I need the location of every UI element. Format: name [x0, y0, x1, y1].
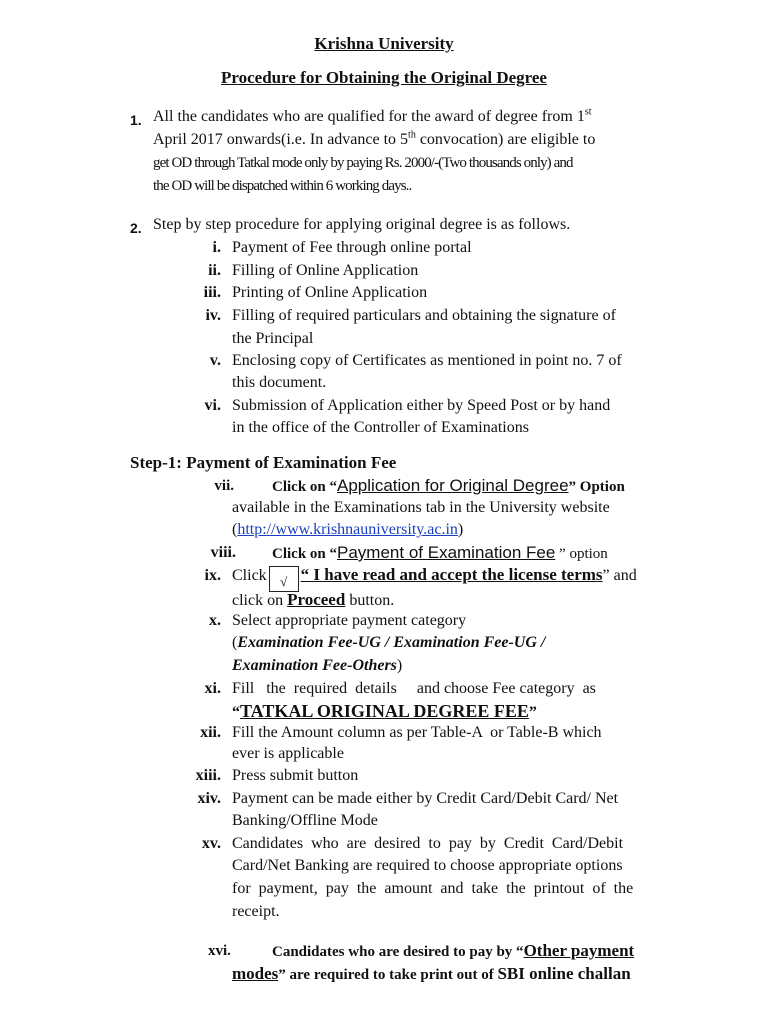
step-x-line-1: Select appropriate payment category [232, 612, 467, 629]
step-number: xiv. [197, 790, 221, 807]
step-x-line-2: (Examination Fee-UG / Examination Fee-UG / [232, 634, 546, 651]
step-number: iii. [203, 284, 221, 301]
step-number: xvi. [208, 943, 231, 959]
step-number: i. [212, 239, 221, 256]
step-text: the Principal [232, 330, 314, 347]
point-2-number: 2. [130, 220, 142, 236]
step-xi-line-1: Fill the required details and choose Fee category as [232, 680, 596, 697]
step-number: xii. [200, 724, 221, 741]
step-text: ever is applicable [232, 745, 344, 762]
step-number: viii. [210, 544, 236, 561]
step-text: Press submit button [232, 767, 359, 784]
step-text: Card/Net Banking are required to choose appropriate options [232, 857, 623, 874]
step-number: vi. [204, 397, 221, 414]
step-text: Enclosing copy of Certificates as mentioned in point no. 7 of [232, 352, 622, 369]
step-text: Printing of Online Application [232, 284, 428, 301]
step-number: x. [209, 612, 221, 629]
step-xi-line-2: “TATKAL ORIGINAL DEGREE FEE” [232, 701, 537, 721]
point-1-number: 1. [130, 112, 142, 128]
point-1-line-4: the OD will be dispatched within 6 working days.. [153, 178, 412, 194]
step-number: xiii. [195, 767, 221, 784]
step-vii-line-2: available in the Examinations tab in the University website [232, 499, 610, 516]
point-1-line-1: All the candidates who are qualified for the award of degree from 1st [153, 106, 592, 125]
university-title: Krishna University [314, 34, 454, 53]
step-number: xi. [204, 680, 221, 697]
point-2-intro: Step by step procedure for applying original degree is as follows. [153, 216, 571, 233]
step-number: ii. [208, 262, 221, 279]
step-ix-line-2: click on Proceed button. [232, 590, 395, 609]
step-text: Candidates who are desired to pay by Credit Card/Debit [232, 835, 624, 852]
step-viii-line-1: Click on “Payment of Examination Fee ” option [272, 543, 608, 562]
step-text: Payment of Fee through online portal [232, 239, 472, 256]
step-xvi-line-2: modes” are required to take print out of SBI online challan [232, 964, 631, 983]
point-1-line-2: April 2017 onwards(i.e. In advance to 5th convocation) are eligible to [153, 129, 596, 148]
step-1-heading: Step-1: Payment of Examination Fee [130, 453, 397, 472]
step-text: Submission of Application either by Speed Post or by hand [232, 397, 611, 414]
step-text: Filling of required particulars and obtaining the signature of [232, 307, 616, 324]
point-1-line-3: get OD through Tatkal mode only by paying Rs. 2000/-(Two thousands only) and [153, 155, 573, 171]
step-number: xv. [201, 835, 221, 852]
step-xvi-line-1: Candidates who are desired to pay by “Other payment [272, 941, 635, 960]
step-text: this document. [232, 374, 327, 391]
step-text: Payment can be made either by Credit Card/Debit Card/ Net [232, 790, 619, 807]
step-text: Fill the Amount column as per Table-A or Table-B which [232, 724, 602, 741]
step-text: for payment, pay the amount and take the printout of the [232, 880, 634, 897]
step-text: in the office of the Controller of Examinations [232, 419, 529, 436]
step-number: ix. [204, 567, 221, 584]
step-ix-line-1: Click √ “ I have read and accept the license terms” and [232, 565, 637, 592]
step-x-line-3: Examination Fee-Others) [232, 657, 403, 674]
proceed-button[interactable]: Proceed [287, 590, 346, 609]
step-number: iv. [205, 307, 221, 324]
step-vii-line-3: (http://www.krishnauniversity.ac.in) [232, 521, 464, 538]
step-number: v. [209, 352, 221, 369]
university-website-link[interactable]: http://www.krishnauniversity.ac.in [237, 521, 458, 538]
step-vii-line-1: Click on “Application for Original Degree” Option [272, 476, 625, 495]
step-text: Banking/Offline Mode [232, 812, 378, 829]
license-checkbox[interactable]: √ [269, 566, 299, 592]
step-text: Filling of Online Application [232, 262, 419, 279]
step-text: receipt. [232, 903, 280, 920]
step-number: vii. [214, 478, 234, 494]
procedure-title: Procedure for Obtaining the Original Degree [221, 68, 547, 87]
